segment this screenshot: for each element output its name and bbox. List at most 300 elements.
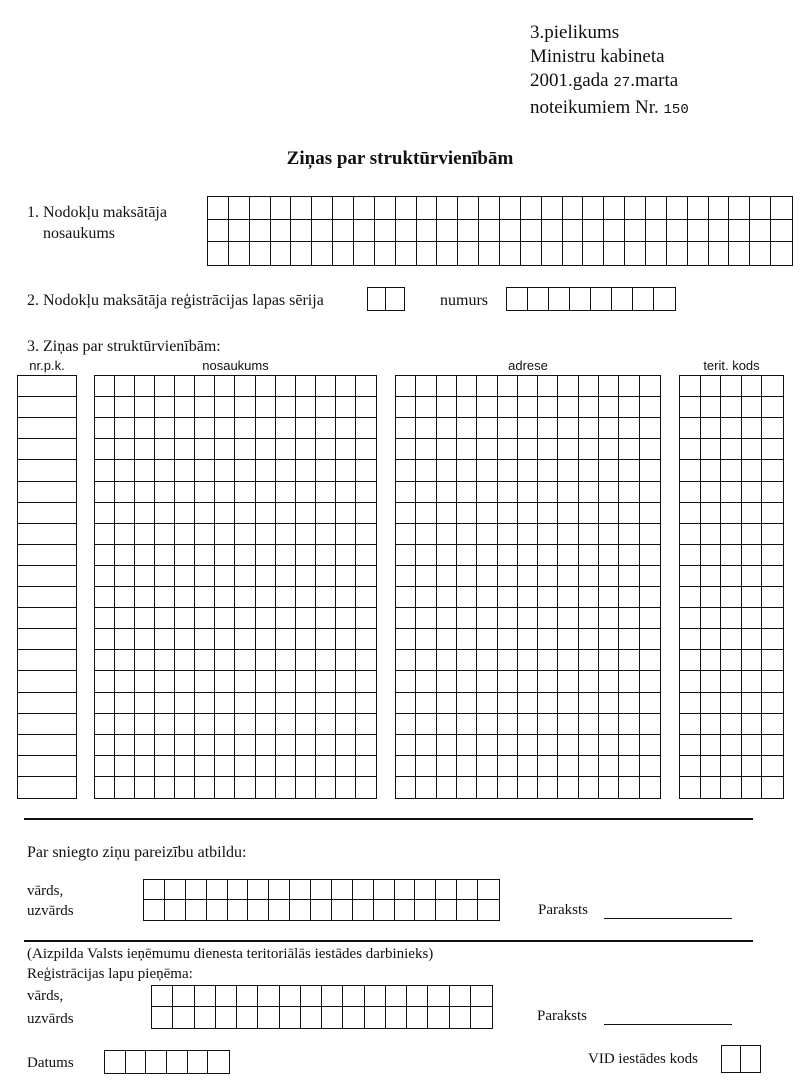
input-cell[interactable]	[386, 986, 407, 1007]
input-cell[interactable]	[195, 503, 215, 524]
input-cell[interactable]	[507, 288, 528, 310]
input-cell[interactable]	[599, 587, 619, 608]
subdivision-address-grid[interactable]	[395, 375, 661, 799]
input-cell[interactable]	[374, 900, 395, 920]
input-cell[interactable]	[95, 439, 115, 460]
input-cell[interactable]	[762, 671, 783, 692]
input-cell[interactable]	[256, 439, 276, 460]
input-cell[interactable]	[477, 714, 497, 735]
input-cell[interactable]	[477, 376, 497, 397]
input-cell[interactable]	[437, 220, 458, 243]
input-cell[interactable]	[538, 418, 558, 439]
input-cell[interactable]	[237, 986, 258, 1007]
input-cell[interactable]	[276, 418, 296, 439]
input-cell[interactable]	[333, 220, 354, 243]
input-cell[interactable]	[667, 220, 688, 243]
input-cell[interactable]	[95, 587, 115, 608]
input-cell[interactable]	[135, 439, 155, 460]
input-cell[interactable]	[457, 714, 477, 735]
input-cell[interactable]	[742, 418, 763, 439]
input-cell[interactable]	[155, 650, 175, 671]
input-cell[interactable]	[195, 986, 216, 1007]
input-cell[interactable]	[235, 756, 255, 777]
input-cell[interactable]	[415, 880, 436, 900]
input-cell[interactable]	[95, 735, 115, 756]
input-cell[interactable]	[477, 545, 497, 566]
input-cell[interactable]	[175, 376, 195, 397]
input-cell[interactable]	[316, 439, 336, 460]
input-cell[interactable]	[256, 650, 276, 671]
input-cell[interactable]	[640, 418, 660, 439]
input-cell[interactable]	[721, 524, 742, 545]
input-cell[interactable]	[619, 587, 639, 608]
input-cell[interactable]	[95, 714, 115, 735]
input-cell[interactable]	[640, 608, 660, 629]
input-cell[interactable]	[599, 714, 619, 735]
input-cell[interactable]	[742, 460, 763, 481]
input-cell[interactable]	[518, 608, 538, 629]
input-cell[interactable]	[195, 418, 215, 439]
input-cell[interactable]	[583, 220, 604, 243]
input-cell[interactable]	[175, 587, 195, 608]
input-cell[interactable]	[701, 650, 722, 671]
input-cell[interactable]	[498, 714, 518, 735]
input-cell[interactable]	[640, 503, 660, 524]
input-cell[interactable]	[115, 397, 135, 418]
input-cell[interactable]	[316, 777, 336, 798]
input-cell[interactable]	[729, 242, 750, 265]
input-cell[interactable]	[709, 242, 730, 265]
input-cell[interactable]	[762, 376, 783, 397]
input-cell[interactable]	[457, 608, 477, 629]
input-cell[interactable]	[721, 629, 742, 650]
input-cell[interactable]	[126, 1051, 147, 1073]
input-cell[interactable]	[115, 587, 135, 608]
input-cell[interactable]	[417, 220, 438, 243]
input-cell[interactable]	[416, 439, 436, 460]
input-cell[interactable]	[498, 418, 518, 439]
input-cell[interactable]	[680, 503, 701, 524]
input-cell[interactable]	[604, 220, 625, 243]
input-cell[interactable]	[762, 714, 783, 735]
input-cell[interactable]	[742, 671, 763, 692]
input-cell[interactable]	[771, 197, 792, 220]
input-cell[interactable]	[365, 986, 386, 1007]
input-cell[interactable]	[316, 671, 336, 692]
input-cell[interactable]	[458, 220, 479, 243]
input-cell[interactable]	[195, 650, 215, 671]
input-cell[interactable]	[195, 566, 215, 587]
input-cell[interactable]	[721, 482, 742, 503]
input-cell[interactable]	[538, 714, 558, 735]
input-cell[interactable]	[457, 629, 477, 650]
input-cell[interactable]	[457, 735, 477, 756]
input-cell[interactable]	[235, 587, 255, 608]
input-cell[interactable]	[437, 397, 457, 418]
input-cell[interactable]	[518, 671, 538, 692]
input-cell[interactable]	[619, 671, 639, 692]
input-cell[interactable]	[175, 566, 195, 587]
input-cell[interactable]	[518, 735, 538, 756]
input-cell[interactable]	[215, 777, 235, 798]
input-cell[interactable]	[356, 671, 376, 692]
input-cell[interactable]	[215, 735, 235, 756]
input-cell[interactable]	[542, 242, 563, 265]
input-cell[interactable]	[538, 376, 558, 397]
input-cell[interactable]	[599, 756, 619, 777]
input-cell[interactable]	[599, 650, 619, 671]
input-cell[interactable]	[579, 376, 599, 397]
input-cell[interactable]	[375, 197, 396, 220]
input-cell[interactable]	[619, 735, 639, 756]
input-cell[interactable]	[498, 735, 518, 756]
input-cell[interactable]	[175, 693, 195, 714]
input-cell[interactable]	[701, 629, 722, 650]
vid-office-code-grid[interactable]	[721, 1045, 761, 1073]
input-cell[interactable]	[498, 524, 518, 545]
input-cell[interactable]	[336, 629, 356, 650]
input-cell[interactable]	[343, 1007, 364, 1028]
input-cell[interactable]	[276, 650, 296, 671]
input-cell[interactable]	[538, 629, 558, 650]
input-cell[interactable]	[316, 566, 336, 587]
input-cell[interactable]	[115, 671, 135, 692]
input-cell[interactable]	[538, 608, 558, 629]
input-cell[interactable]	[175, 460, 195, 481]
input-cell[interactable]	[115, 735, 135, 756]
input-cell[interactable]	[477, 418, 497, 439]
input-cell[interactable]	[316, 397, 336, 418]
input-cell[interactable]	[296, 777, 316, 798]
input-cell[interactable]	[477, 608, 497, 629]
input-cell[interactable]	[701, 693, 722, 714]
input-cell[interactable]	[558, 524, 578, 545]
input-cell[interactable]	[771, 220, 792, 243]
input-cell[interactable]	[316, 376, 336, 397]
input-cell[interactable]	[332, 900, 353, 920]
input-cell[interactable]	[296, 608, 316, 629]
input-cell[interactable]	[356, 629, 376, 650]
subdivision-territory-code-grid[interactable]	[679, 375, 784, 799]
input-cell[interactable]	[95, 460, 115, 481]
input-cell[interactable]	[457, 587, 477, 608]
input-cell[interactable]	[416, 650, 436, 671]
input-cell[interactable]	[276, 439, 296, 460]
input-cell[interactable]	[175, 671, 195, 692]
input-cell[interactable]	[437, 418, 457, 439]
input-cell[interactable]	[457, 880, 478, 900]
input-cell[interactable]	[538, 566, 558, 587]
input-cell[interactable]	[538, 735, 558, 756]
input-cell[interactable]	[18, 482, 76, 503]
input-cell[interactable]	[375, 220, 396, 243]
input-cell[interactable]	[416, 460, 436, 481]
input-cell[interactable]	[762, 482, 783, 503]
input-cell[interactable]	[256, 524, 276, 545]
input-cell[interactable]	[195, 397, 215, 418]
input-cell[interactable]	[235, 650, 255, 671]
input-cell[interactable]	[742, 376, 763, 397]
input-cell[interactable]	[521, 197, 542, 220]
input-cell[interactable]	[538, 460, 558, 481]
input-cell[interactable]	[721, 566, 742, 587]
input-cell[interactable]	[155, 608, 175, 629]
input-cell[interactable]	[316, 735, 336, 756]
input-cell[interactable]	[215, 608, 235, 629]
input-cell[interactable]	[396, 545, 416, 566]
input-cell[interactable]	[316, 714, 336, 735]
input-cell[interactable]	[538, 397, 558, 418]
input-cell[interactable]	[538, 777, 558, 798]
input-cell[interactable]	[558, 650, 578, 671]
input-cell[interactable]	[208, 242, 229, 265]
input-cell[interactable]	[144, 880, 165, 900]
input-cell[interactable]	[498, 650, 518, 671]
input-cell[interactable]	[356, 714, 376, 735]
input-cell[interactable]	[558, 756, 578, 777]
input-cell[interactable]	[599, 671, 619, 692]
input-cell[interactable]	[640, 524, 660, 545]
input-cell[interactable]	[173, 986, 194, 1007]
input-cell[interactable]	[518, 439, 538, 460]
input-cell[interactable]	[538, 671, 558, 692]
input-cell[interactable]	[135, 482, 155, 503]
input-cell[interactable]	[579, 735, 599, 756]
input-cell[interactable]	[558, 608, 578, 629]
input-cell[interactable]	[680, 439, 701, 460]
input-cell[interactable]	[528, 288, 549, 310]
input-cell[interactable]	[518, 693, 538, 714]
input-cell[interactable]	[316, 460, 336, 481]
input-cell[interactable]	[95, 524, 115, 545]
input-cell[interactable]	[457, 418, 477, 439]
input-cell[interactable]	[415, 900, 436, 920]
input-cell[interactable]	[250, 242, 271, 265]
input-cell[interactable]	[18, 566, 76, 587]
input-cell[interactable]	[215, 693, 235, 714]
input-cell[interactable]	[416, 671, 436, 692]
input-cell[interactable]	[155, 397, 175, 418]
input-cell[interactable]	[742, 524, 763, 545]
input-cell[interactable]	[195, 735, 215, 756]
input-cell[interactable]	[296, 693, 316, 714]
input-cell[interactable]	[95, 693, 115, 714]
input-cell[interactable]	[680, 608, 701, 629]
input-cell[interactable]	[701, 714, 722, 735]
input-cell[interactable]	[256, 608, 276, 629]
input-cell[interactable]	[742, 756, 763, 777]
input-cell[interactable]	[256, 714, 276, 735]
input-cell[interactable]	[356, 545, 376, 566]
input-cell[interactable]	[280, 986, 301, 1007]
input-cell[interactable]	[152, 1007, 173, 1028]
input-cell[interactable]	[667, 242, 688, 265]
input-cell[interactable]	[256, 629, 276, 650]
input-cell[interactable]	[500, 220, 521, 243]
input-cell[interactable]	[416, 735, 436, 756]
input-cell[interactable]	[316, 608, 336, 629]
input-cell[interactable]	[336, 608, 356, 629]
input-cell[interactable]	[155, 482, 175, 503]
input-cell[interactable]	[583, 197, 604, 220]
input-cell[interactable]	[538, 503, 558, 524]
input-cell[interactable]	[762, 629, 783, 650]
input-cell[interactable]	[498, 545, 518, 566]
input-cell[interactable]	[215, 566, 235, 587]
input-cell[interactable]	[256, 397, 276, 418]
input-cell[interactable]	[518, 397, 538, 418]
input-cell[interactable]	[579, 545, 599, 566]
input-cell[interactable]	[135, 460, 155, 481]
input-cell[interactable]	[538, 482, 558, 503]
input-cell[interactable]	[471, 1007, 492, 1028]
input-cell[interactable]	[701, 376, 722, 397]
input-cell[interactable]	[742, 777, 763, 798]
input-cell[interactable]	[18, 693, 76, 714]
input-cell[interactable]	[619, 460, 639, 481]
input-cell[interactable]	[518, 482, 538, 503]
input-cell[interactable]	[396, 482, 416, 503]
input-cell[interactable]	[135, 693, 155, 714]
input-cell[interactable]	[437, 650, 457, 671]
input-cell[interactable]	[316, 693, 336, 714]
input-cell[interactable]	[316, 629, 336, 650]
input-cell[interactable]	[207, 880, 228, 900]
input-cell[interactable]	[195, 756, 215, 777]
input-cell[interactable]	[416, 397, 436, 418]
input-cell[interactable]	[386, 288, 404, 310]
input-cell[interactable]	[115, 650, 135, 671]
input-cell[interactable]	[771, 242, 792, 265]
input-cell[interactable]	[437, 587, 457, 608]
input-cell[interactable]	[215, 629, 235, 650]
input-cell[interactable]	[155, 693, 175, 714]
input-cell[interactable]	[165, 880, 186, 900]
input-cell[interactable]	[721, 587, 742, 608]
input-cell[interactable]	[269, 900, 290, 920]
input-cell[interactable]	[135, 671, 155, 692]
input-cell[interactable]	[416, 629, 436, 650]
input-cell[interactable]	[353, 880, 374, 900]
input-cell[interactable]	[195, 545, 215, 566]
input-cell[interactable]	[336, 756, 356, 777]
input-cell[interactable]	[152, 986, 173, 1007]
input-cell[interactable]	[188, 1051, 209, 1073]
input-cell[interactable]	[498, 439, 518, 460]
input-cell[interactable]	[175, 439, 195, 460]
input-cell[interactable]	[155, 777, 175, 798]
input-cell[interactable]	[579, 777, 599, 798]
input-cell[interactable]	[235, 418, 255, 439]
input-cell[interactable]	[296, 566, 316, 587]
input-cell[interactable]	[175, 714, 195, 735]
input-cell[interactable]	[18, 376, 76, 397]
input-cell[interactable]	[518, 566, 538, 587]
input-cell[interactable]	[135, 587, 155, 608]
input-cell[interactable]	[579, 566, 599, 587]
input-cell[interactable]	[296, 460, 316, 481]
input-cell[interactable]	[701, 777, 722, 798]
input-cell[interactable]	[457, 545, 477, 566]
input-cell[interactable]	[498, 482, 518, 503]
input-cell[interactable]	[195, 524, 215, 545]
input-cell[interactable]	[256, 376, 276, 397]
input-cell[interactable]	[144, 900, 165, 920]
input-cell[interactable]	[477, 735, 497, 756]
input-cell[interactable]	[256, 756, 276, 777]
input-cell[interactable]	[336, 735, 356, 756]
input-cell[interactable]	[680, 714, 701, 735]
vid-officer-name-grid[interactable]	[151, 985, 493, 1029]
input-cell[interactable]	[498, 629, 518, 650]
input-cell[interactable]	[471, 986, 492, 1007]
input-cell[interactable]	[95, 376, 115, 397]
input-cell[interactable]	[417, 197, 438, 220]
input-cell[interactable]	[336, 587, 356, 608]
input-cell[interactable]	[316, 650, 336, 671]
input-cell[interactable]	[477, 397, 497, 418]
input-cell[interactable]	[135, 650, 155, 671]
input-cell[interactable]	[498, 777, 518, 798]
input-cell[interactable]	[235, 777, 255, 798]
input-cell[interactable]	[619, 397, 639, 418]
input-cell[interactable]	[353, 900, 374, 920]
input-cell[interactable]	[680, 418, 701, 439]
input-cell[interactable]	[558, 693, 578, 714]
input-cell[interactable]	[312, 242, 333, 265]
input-cell[interactable]	[215, 756, 235, 777]
input-cell[interactable]	[477, 566, 497, 587]
input-cell[interactable]	[18, 587, 76, 608]
input-cell[interactable]	[498, 503, 518, 524]
input-cell[interactable]	[354, 197, 375, 220]
input-cell[interactable]	[701, 545, 722, 566]
input-cell[interactable]	[175, 777, 195, 798]
input-cell[interactable]	[437, 608, 457, 629]
input-cell[interactable]	[115, 693, 135, 714]
input-cell[interactable]	[742, 587, 763, 608]
input-cell[interactable]	[235, 503, 255, 524]
input-cell[interactable]	[316, 503, 336, 524]
input-cell[interactable]	[640, 650, 660, 671]
input-cell[interactable]	[722, 1046, 741, 1072]
input-cell[interactable]	[336, 376, 356, 397]
input-cell[interactable]	[750, 220, 771, 243]
input-cell[interactable]	[457, 397, 477, 418]
date-grid[interactable]	[104, 1050, 230, 1074]
input-cell[interactable]	[518, 629, 538, 650]
input-cell[interactable]	[165, 900, 186, 920]
input-cell[interactable]	[276, 376, 296, 397]
input-cell[interactable]	[175, 608, 195, 629]
vid-signature-line[interactable]	[604, 1024, 732, 1025]
input-cell[interactable]	[701, 608, 722, 629]
input-cell[interactable]	[235, 608, 255, 629]
input-cell[interactable]	[558, 566, 578, 587]
input-cell[interactable]	[396, 418, 416, 439]
input-cell[interactable]	[216, 1007, 237, 1028]
input-cell[interactable]	[619, 693, 639, 714]
input-cell[interactable]	[538, 650, 558, 671]
input-cell[interactable]	[155, 566, 175, 587]
input-cell[interactable]	[477, 629, 497, 650]
input-cell[interactable]	[709, 197, 730, 220]
input-cell[interactable]	[95, 545, 115, 566]
input-cell[interactable]	[336, 545, 356, 566]
input-cell[interactable]	[258, 1007, 279, 1028]
input-cell[interactable]	[579, 418, 599, 439]
input-cell[interactable]	[296, 714, 316, 735]
